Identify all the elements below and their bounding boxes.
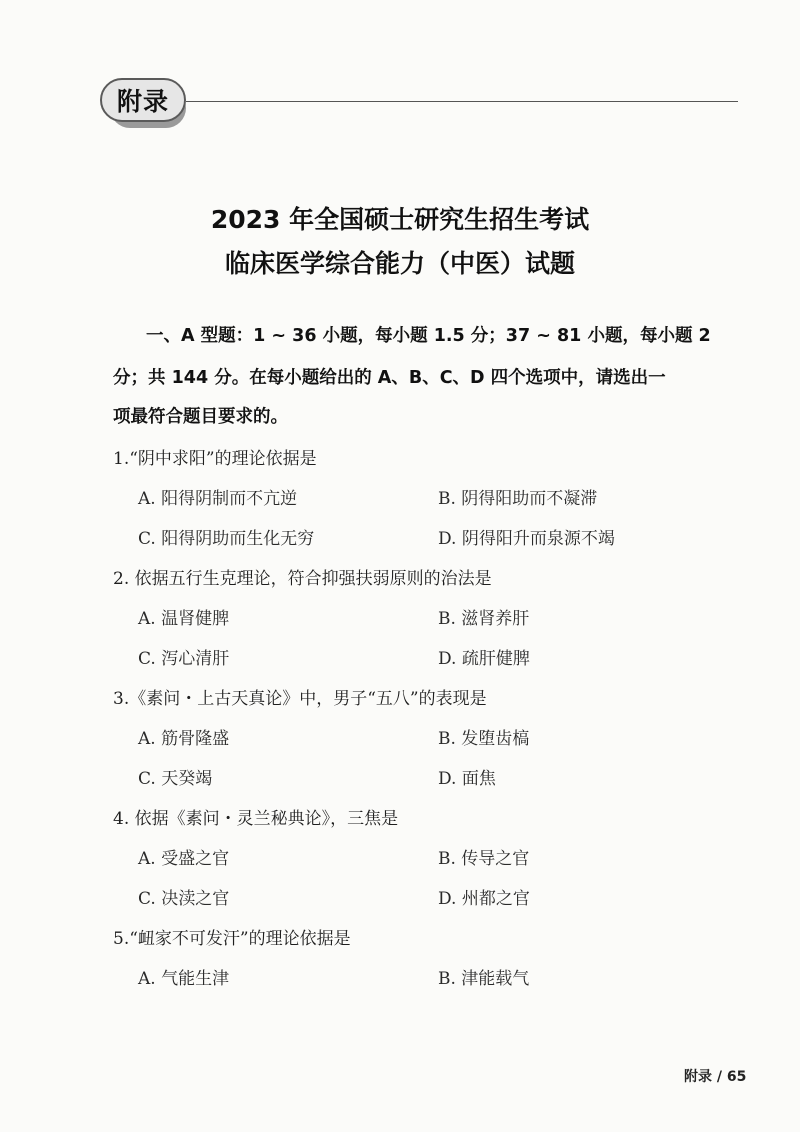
badge-pill: [100, 78, 186, 122]
question-option: A. 温肾健脾: [138, 609, 230, 629]
question-stem: 5.“衄家不可发汗”的理论依据是: [113, 929, 351, 949]
question-option: A. 阳得阴制而不亢逆: [138, 489, 298, 509]
instructions-line1: 一、A 型题：1 ~ 36 小题，每小题 1.5 分；37 ~ 81 小题，每小题 2: [146, 326, 711, 346]
question-option: B. 津能载气: [438, 969, 530, 989]
question-stem: 2. 依据五行生克理论，符合抑强扶弱原则的治法是: [113, 569, 492, 589]
question-option: A. 气能生津: [138, 969, 230, 989]
instructions-line2: 分；共 144 分。在每小题给出的 A、B、C、D 四个选项中，请选出一: [113, 368, 666, 388]
appendix-badge: [100, 76, 200, 128]
question-stem: 3.《素问・上古天真论》中，男子“五八”的表现是: [113, 689, 487, 709]
question-option: A. 筋骨隆盛: [138, 729, 230, 749]
question-option: B. 滋肾养肝: [438, 609, 530, 629]
badge-label: 附录: [116, 87, 169, 116]
exam-title-line2: 临床医学综合能力（中医）试题: [224, 249, 575, 278]
exam-title-line1: 2023 年全国硕士研究生招生考试: [210, 205, 590, 234]
question-option: B. 传导之官: [438, 849, 530, 869]
question-option: D. 疏肝健脾: [438, 649, 530, 669]
question-option: B. 阴得阳助而不凝滞: [438, 489, 598, 509]
question-stem: 1.“阴中求阳”的理论依据是: [113, 449, 317, 469]
question-option: C. 天癸竭: [138, 769, 213, 789]
question-option: A. 受盛之官: [138, 849, 230, 869]
question-option: D. 阴得阳升而泉源不竭: [438, 529, 615, 549]
question-option: C. 决渎之官: [138, 889, 230, 909]
question-option: D. 面焦: [438, 769, 496, 789]
question-stem: 4. 依据《素问・灵兰秘典论》，三焦是: [113, 809, 399, 829]
question-option: B. 发堕齿槁: [438, 729, 530, 749]
header-rule: [186, 101, 738, 102]
question-option: C. 阳得阴助而生化无穷: [138, 529, 315, 549]
instructions-line3: 项最符合题目要求的。: [113, 407, 288, 427]
page-number: 附录 / 65: [684, 1069, 747, 1085]
question-option: D. 州都之官: [438, 889, 530, 909]
question-option: C. 泻心清肝: [138, 649, 230, 669]
